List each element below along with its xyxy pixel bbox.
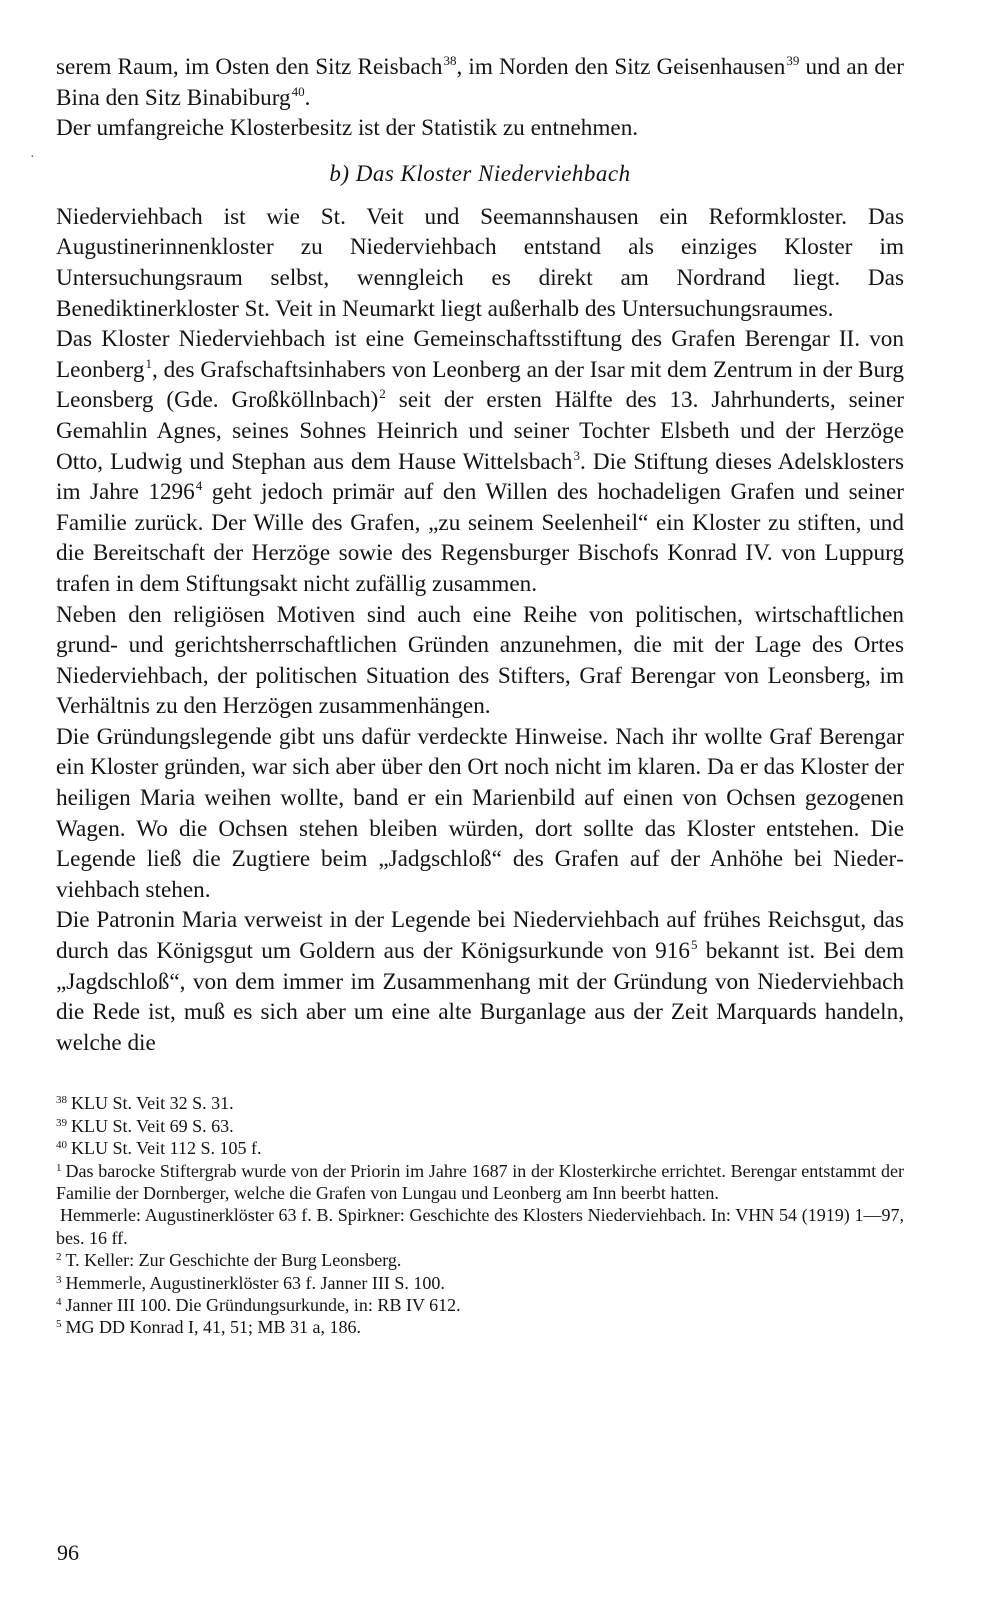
footnote-ref: 4 (195, 478, 203, 494)
page-content (56, 52, 904, 1339)
footnote-ref: 2 (379, 386, 386, 402)
footnote: $^{38}$ KLU St. Veit 32 S. 31. (56, 1093, 234, 1114)
page-number: 96 (57, 1540, 79, 1565)
section-heading: b) Das Kloster Niederviehbach (329, 160, 631, 186)
paragraph-5: Die Patronin Maria verweist in der Legende bei Niederviehbach auf frühes Reichsgut, das durch das Königsgut um Goldern aus der Königsurkunde von $916^5$ bekannt ist. Bei dem „Jagdschloß“, von dem immer im Zusammenhang mit der Gründung von Niederviehbach die Rede ist, muß es sich aber um eine alte Burganlage aus der Zeit Marquards handeln, welche die (56, 907, 904, 1056)
paragraph-4: Die Gründungslegende gibt uns dafür verdeckte Hinweise. Nach ihr wollte Graf Berengar ein Kloster gründen, war sich aber über den Ort noch nicht im klaren. Da er das Kloster der heiligen Maria weihen wollte, band er ein Marienbild auf einen von Ochsen gezogenen Wagen. Wo die Ochsen stehen bleiben würden, dort sollte das Kloster entstehen. Die Legende ließ die Zugtiere beim „Jadgschloß“ des Grafen auf der Anhöhe bei Niederviehbach stehen. (56, 723, 904, 903)
intro-paragraph: serem Raum, im Osten den Sitz Reisbach$^{38}$, im Norden den Sitz Geisenhausen$^{39}$ und an der Bina den Sitz Binabiburg$^{40}$. (56, 53, 904, 111)
footnote: $^1$ Das barocke Stiftergrab wurde von der Priorin im Jahre 1687 in der Klosterkirche errichtet. Berengar entstammt der Familie der Dornberger, welche die Grafen von Lungau und Leonberg am Inn beerbt hatten. (56, 1160, 904, 1204)
footnote-ref: 39 (786, 53, 800, 68)
footnote-ref: 1 (145, 355, 152, 371)
footnote: $^3$ Hemmerle, Augustinerklöster 63 f. Janner III S. 100. (56, 1272, 445, 1293)
footnote-ref: 3 (573, 447, 580, 463)
footnote: $^{40}$ KLU St. Veit 112 S. 105 f. (56, 1138, 262, 1159)
stray-mark: · (30, 150, 35, 165)
intro-line-statistik: Der umfangreiche Klosterbesitz ist der Statistik zu entnehmen. (56, 115, 639, 142)
footnote: $^2$ T. Keller: Zur Geschichte der Burg Leonsberg. (56, 1250, 402, 1271)
footnotes (56, 1092, 904, 1338)
footnote: $^{39}$ KLU St. Veit 69 S. 63. (56, 1115, 234, 1136)
footnote-ref: 40 (291, 83, 305, 99)
footnote: $^5$ MG DD Konrad I, 41, 51; MB 31 a, 186. (56, 1317, 361, 1338)
paragraph-1: Niederviehbach ist wie St. Veit und Seemannshausen ein Reformkloster. Das Augustinerinnenkloster zu Niederviehbach entstand als einziges Kloster im Untersuchungsraum selbst, wenngleich es direkt am Nordrand liegt. Das Benediktinerkloster St. Veit in Neumarkt liegt außerhalb des Untersuchungsraumes. (56, 203, 904, 322)
paragraph-2: Das Kloster Niederviehbach ist eine Gemeinschaftsstiftung des Grafen Berengar II. von Leonberg$^1$, des Grafschaftsinhabers von Leonberg an der Isar mit dem Zentrum in der Burg Leonsberg (Gde. Großköllnbach)$^2$ seit der ersten Hälfte des 13. Jahrhunderts, seiner Gemahlin Agnes, seines Sohnes Heinrich und seiner Tochter Elsbeth und der Herzöge Otto, Ludwig und Stephan aus dem Hause Wittelsbach$^3$. Die Stiftung dieses Adelsklosters im Jahre 1296$^4$ geht jedoch primär auf den Willen des hochadeligen Grafen und seiner Familie zurück. Der Wille des Grafen, „zu seinem Seelenheil“ ein Kloster zu stiften, und die Bereitschaft der Herzöge sowie des Regensburger Bischofs Konrad IV. von Luppurg trafen in dem Stiftungsakt nicht zufällig zusammen. (56, 326, 904, 597)
paragraph-3: Neben den religiösen Motiven sind auch eine Reihe von politischen, wirtschaftlichen grund- und gerichtsherrschaftlichen Gründen anzunehmen, die mit der Lage des Ortes Niederviehbach, der politischen Situation des Stifters, Graf Berengar von Leonsberg, im Verhältnis zu den Herzögen zusammenhängen. (56, 601, 904, 720)
footnote: $^4$ Janner III 100. Die Gründungsurkunde, in: RB IV 612. (56, 1295, 461, 1316)
footnote: Hemmerle: Augustinerklöster 63 f. B. Spirkner: Geschichte des Klosters Niederviehbach. In: VHN 54 (1919) 1—97, bes. 16 ff. (56, 1205, 904, 1248)
footnote-ref: 5 (690, 937, 698, 953)
footnote-ref: 38 (443, 53, 457, 68)
main-text (56, 52, 904, 1058)
